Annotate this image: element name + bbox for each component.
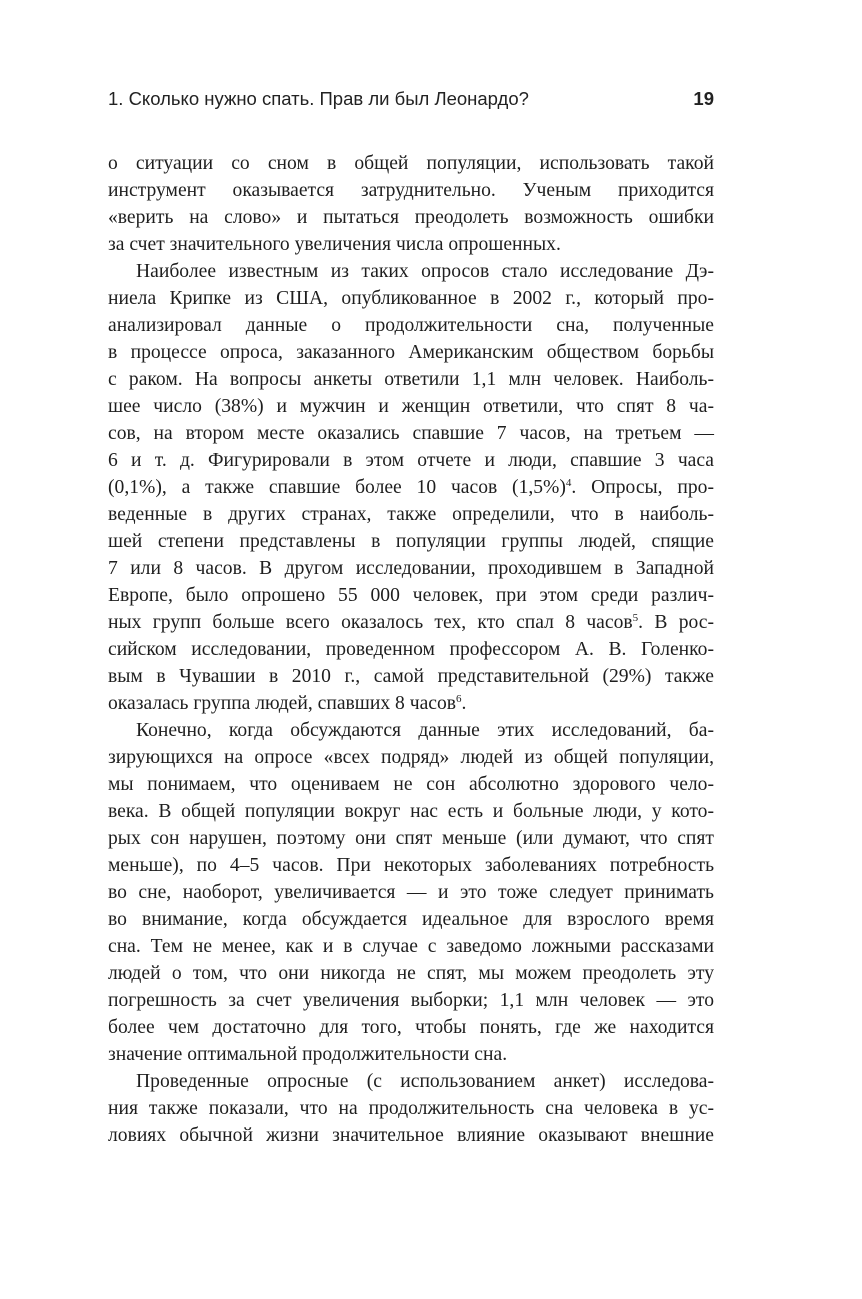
text-line: о ситуации со сном в общей популяции, использовать такой [108, 153, 714, 174]
footnote-ref-6: 6 [456, 693, 462, 705]
text-line: во внимание, когда обсуждается идеальное для взрослого время [108, 909, 714, 930]
text-line: ловиях обычной жизни значительное влияние оказывают внешние [108, 1125, 714, 1146]
text-line: ниела Крипке из США, опубликованное в 2002 г., который про- [108, 288, 714, 309]
text-line: с раком. На вопросы анкеты ответили 1,1 млн человек. Наиболь- [108, 369, 714, 390]
paragraph-4 [108, 1068, 714, 1149]
text-line: шее число (38%) и мужчин и женщин ответили, что спят 8 ча- [108, 396, 714, 417]
paragraph-3 [108, 717, 714, 1068]
text-line-with-footnote [108, 609, 714, 636]
page-number: 19 [693, 88, 714, 109]
text-line: меньше), по 4–5 часов. При некоторых заболеваниях потребность [108, 855, 714, 876]
text-fragment: (0,1%), а также спавшие более 10 часов (1,5%) [108, 477, 566, 498]
text-fragment: оказалась группа людей, спавших 8 часов [108, 693, 457, 714]
text-fragment: . В рос- [638, 612, 714, 633]
text-line: зирующихся на опросе «всех подряд» людей из общей популяции, [108, 747, 714, 768]
text-line: Проведенные опросные (с использованием анкет) исследова- [136, 1071, 714, 1092]
footnote-ref-5: 5 [632, 612, 639, 624]
paragraph-2 [108, 258, 714, 717]
text-line: в процессе опроса, заказанного Американским обществом борьбы [108, 342, 714, 363]
body-text [108, 150, 714, 1149]
text-line-with-footnote [108, 474, 714, 501]
text-line-with-footnote: оказалась группа людей, спавших 8 часов$^6$. [108, 693, 467, 714]
text-fragment: . Опросы, про- [571, 477, 714, 498]
text-line: анализировал данные о продолжительности сна, полученные [108, 315, 714, 336]
paragraph-1 [108, 150, 714, 258]
text-line: сов, на втором месте оказались спавшие 7 часов, на третьем — [108, 423, 714, 444]
text-line: ния также показали, что на продолжительность сна человека в ус- [108, 1098, 714, 1119]
text-line: 7 или 8 часов. В другом исследовании, проходившем в Западной [108, 558, 714, 579]
text-line: инструмент оказывается затруднительно. Ученым приходится [108, 180, 714, 201]
text-line: рых сон нарушен, поэтому они спят меньше (или думают, что спят [108, 828, 714, 849]
text-line: веденные в других странах, также определили, что в наиболь- [108, 504, 714, 525]
text-line: значение оптимальной продолжительности сна. [108, 1044, 508, 1065]
text-line: за счет значительного увеличения числа опрошенных. [108, 234, 561, 255]
text-line: сийском исследовании, проведенном профессором А. В. Голенко- [108, 639, 714, 660]
text-line: сна. Тем не менее, как и в случае с заведомо ложными рассказами [108, 936, 714, 957]
text-line: Европе, было опрошено 55 000 человек, при этом среди различ- [108, 585, 714, 606]
chapter-title: 1. Сколько нужно спать. Прав ли был Леонардо? [108, 88, 529, 109]
text-line: людей о том, что они никогда не спят, мы можем преодолеть эту [108, 963, 714, 984]
text-line: 6 и т. д. Фигурировали в этом отчете и люди, спавшие 3 часа [108, 450, 714, 471]
text-line: мы понимаем, что оцениваем не сон абсолютно здорового чело- [108, 774, 714, 795]
text-line: Наиболее известным из таких опросов стало исследование Дэ- [136, 261, 714, 282]
footnote-ref-4: 4 [565, 477, 572, 489]
text-line: вым в Чувашии в 2010 г., самой представительной (29%) также [108, 666, 714, 687]
text-line: погрешность за счет увеличения выборки; 1,1 млн человек — это [108, 990, 714, 1011]
text-line: более чем достаточно для того, чтобы понять, где же находится [108, 1017, 714, 1038]
text-line: шей степени представлены в популяции группы людей, спящие [108, 531, 714, 552]
running-head [108, 86, 714, 112]
text-fragment: ных групп больше всего оказалось тех, кто спал 8 часов [108, 612, 633, 633]
text-line: века. В общей популяции вокруг нас есть и больные люди, у кото- [108, 801, 714, 822]
text-line: во сне, наоборот, увеличивается — и это тоже следует принимать [108, 882, 714, 903]
text-line: Конечно, когда обсуждаются данные этих исследований, ба- [136, 720, 714, 741]
text-line: «верить на слово» и пытаться преодолеть возможность ошибки [108, 207, 714, 228]
